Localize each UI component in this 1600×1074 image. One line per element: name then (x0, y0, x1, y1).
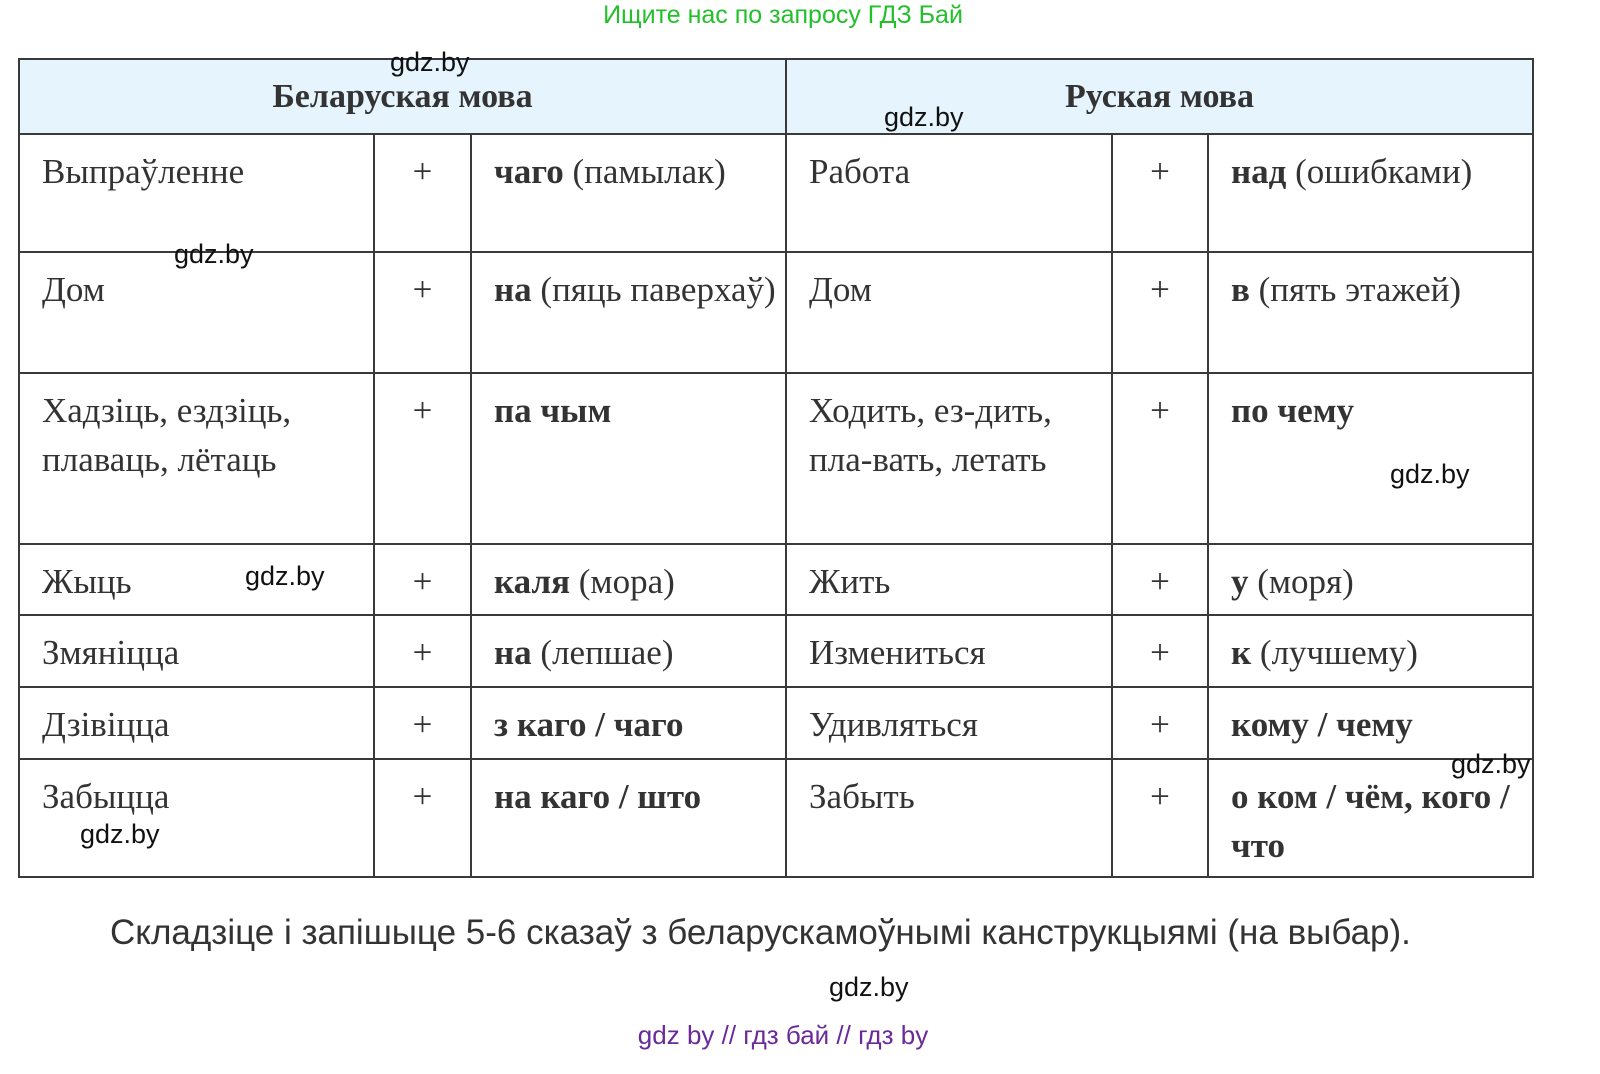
table-row (19, 615, 1533, 687)
be-prep: каля (494, 562, 571, 601)
plus-sign: + (1150, 391, 1170, 430)
plus-cell (374, 373, 471, 544)
be-prep-cell (471, 687, 786, 759)
be-prep-object: (мора) (578, 562, 675, 601)
be-word-cell (19, 687, 374, 759)
be-prep: на (494, 270, 532, 309)
ru-prep-cell (1208, 373, 1533, 544)
ru-prep: кому / чему (1231, 705, 1413, 744)
search-banner: Ищите нас по запросу ГДЗ Бай (603, 1, 963, 29)
be-word: Змяніцца (42, 633, 180, 672)
plus-cell (1112, 252, 1208, 373)
be-prep-object: (памылак) (572, 152, 726, 191)
ru-word: Измениться (809, 633, 986, 672)
be-word: Дом (42, 270, 105, 309)
plus-cell (1112, 687, 1208, 759)
plus-sign: + (1150, 705, 1170, 744)
ru-word-cell (786, 759, 1112, 877)
ru-prep: в (1231, 270, 1250, 309)
header-russian: Руская мова (786, 59, 1533, 134)
watermark: gdz.by (245, 561, 325, 591)
ru-prep: у (1231, 562, 1249, 601)
table-header-row (19, 59, 1533, 134)
be-prep-cell (471, 544, 786, 615)
plus-sign: + (1150, 777, 1170, 816)
watermark: gdz.by (884, 102, 964, 132)
be-prep-cell (471, 373, 786, 544)
table-row (19, 252, 1533, 373)
ru-word: Забыть (809, 777, 915, 816)
ru-prep-cell (1208, 615, 1533, 687)
plus-cell (1112, 373, 1208, 544)
be-prep: чаго (494, 152, 564, 191)
be-prep-object: (пяць паверхаў) (540, 270, 776, 309)
be-word: Дзівіцца (42, 705, 170, 744)
plus-sign: + (1150, 562, 1170, 601)
be-word: Выпраўленне (42, 152, 245, 191)
be-word: Хадзіць, ездзіць, плаваць, лётаць (42, 391, 292, 479)
be-prep: па чым (494, 391, 612, 430)
table-row (19, 134, 1533, 252)
ru-word-cell (786, 373, 1112, 544)
plus-sign: + (412, 633, 433, 672)
plus-cell (374, 687, 471, 759)
ru-word: Ходить, ез-дить, пла-вать, летать (809, 391, 1052, 479)
table-row (19, 687, 1533, 759)
be-word-cell (19, 134, 374, 252)
ru-prep-cell (1208, 252, 1533, 373)
ru-prep: по чему (1231, 391, 1355, 430)
table-row (19, 373, 1533, 544)
plus-cell (374, 759, 471, 877)
ru-prep-cell (1208, 134, 1533, 252)
plus-cell (374, 544, 471, 615)
header-belarusian: Беларуская мова (19, 59, 786, 134)
ru-word-cell (786, 687, 1112, 759)
ru-word: Работа (809, 152, 911, 191)
plus-cell (1112, 615, 1208, 687)
watermark: gdz.by (1390, 459, 1470, 489)
be-prep: на (494, 633, 532, 672)
plus-sign: + (1150, 270, 1170, 309)
be-word-cell (19, 759, 374, 877)
be-prep-cell (471, 134, 786, 252)
ru-word-cell (786, 252, 1112, 373)
comparison-table (18, 58, 1534, 878)
be-word-cell (19, 615, 374, 687)
plus-sign: + (412, 705, 433, 744)
be-prep-cell (471, 759, 786, 877)
plus-cell (374, 252, 471, 373)
plus-sign: + (1150, 633, 1170, 672)
ru-word-cell (786, 615, 1112, 687)
plus-sign: + (412, 270, 433, 309)
ru-word: Удивляться (809, 705, 978, 744)
ru-word-cell (786, 134, 1112, 252)
be-word: Жыць (42, 562, 132, 601)
ru-word-cell (786, 544, 1112, 615)
ru-prep: к (1231, 633, 1252, 672)
be-word-cell (19, 373, 374, 544)
be-prep: з каго / чаго (494, 705, 684, 744)
watermark: gdz.by (174, 239, 254, 269)
ru-prep-object: (моря) (1257, 562, 1354, 601)
be-prep-cell (471, 252, 786, 373)
watermark: gdz.by (80, 819, 160, 849)
ru-prep: над (1231, 152, 1287, 191)
be-word-cell (19, 252, 374, 373)
be-prep-object: (лепшае) (540, 633, 674, 672)
footer-links: gdz by // гдз бай // гдз by (637, 1020, 929, 1050)
be-prep-cell (471, 615, 786, 687)
plus-sign: + (412, 152, 433, 191)
be-prep: на каго / што (494, 777, 702, 816)
ru-prep: о ком / чём, кого / что (1231, 777, 1510, 865)
ru-word: Жить (809, 562, 891, 601)
plus-sign: + (412, 391, 433, 430)
plus-sign: + (412, 777, 433, 816)
plus-cell (1112, 544, 1208, 615)
ru-prep-cell (1208, 544, 1533, 615)
plus-cell (374, 134, 471, 252)
task-text: Складзіце і запішыце 5-6 сказаў з беларускамоўнымі канструкцыямі (на выбар). (110, 913, 1411, 952)
table-row (19, 759, 1533, 877)
plus-cell (1112, 134, 1208, 252)
ru-prep-object: (пять этажей) (1258, 270, 1462, 309)
watermark: gdz.by (829, 972, 909, 1002)
ru-prep-object: (лучшему) (1259, 633, 1418, 672)
plus-sign: + (1150, 152, 1170, 191)
watermark: gdz.by (1451, 749, 1531, 779)
ru-prep-object: (ошибками) (1295, 152, 1473, 191)
ru-word: Дом (809, 270, 872, 309)
watermark: gdz.by (390, 47, 470, 77)
plus-cell (374, 615, 471, 687)
be-word: Забыцца (42, 777, 170, 816)
plus-cell (1112, 759, 1208, 877)
plus-sign: + (412, 562, 433, 601)
